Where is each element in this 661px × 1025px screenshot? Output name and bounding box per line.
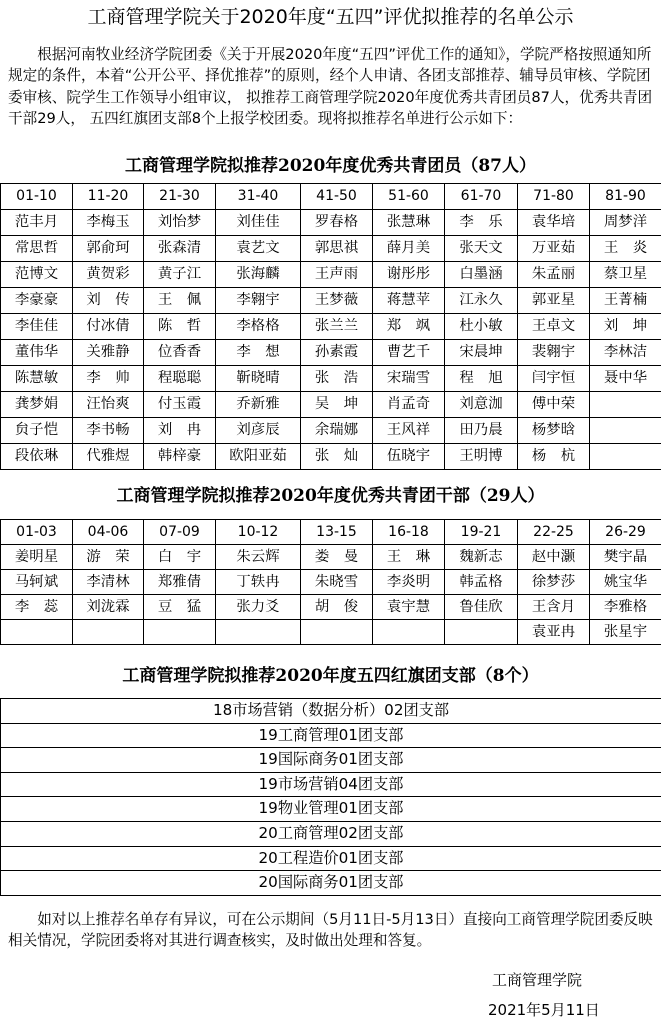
member-name-cell: 龚梦娟 <box>1 392 73 418</box>
member-row <box>1 366 661 392</box>
member-name-cell: 李梅玉 <box>73 210 144 236</box>
cadre-name-cell: 姜明星 <box>1 545 73 570</box>
cadres-heading: 工商管理学院拟推荐2020年度优秀共青团干部（29人） <box>116 486 545 506</box>
cadre-name-cell: 李雅格 <box>590 595 661 620</box>
cadre-name-cell <box>373 620 445 645</box>
page-title: 工商管理学院关于2020年度“五四”评优拟推荐的名单公示 <box>87 6 574 28</box>
member-name-cell: 张慧琳 <box>373 210 445 236</box>
member-name-cell: 李翱宇 <box>216 288 301 314</box>
cadre-column-header: 22-25 <box>518 520 590 545</box>
member-name-cell: 郑 飒 <box>373 314 445 340</box>
member-name-cell: 张天文 <box>445 236 518 262</box>
member-name-cell: 蒋慧苹 <box>373 288 445 314</box>
member-name-cell: 刘 冉 <box>144 418 216 444</box>
member-name-cell: 刘佳佳 <box>216 210 301 236</box>
cadre-name-cell: 袁亚冉 <box>518 620 590 645</box>
intro-paragraph: 根据河南牧业经济学院团委《关于开展2020年度“五四”评优工作的通知》，学院严格按照通知所规定的条件，本着“公开公平、择优推荐”的原则，经个人申请、各团支部推荐、辅导员审核、学院团委审核、院学生工作领导小组审议， 拟推荐工商管理学院2020年度优秀共青团员87人，优秀共青团干部29人， 五四红旗团支部8个上报学校团委。现将拟推荐名单进行公示如下： <box>8 46 653 128</box>
member-column-header: 71-80 <box>518 184 590 210</box>
cadre-name-cell: 袁宇慧 <box>373 595 445 620</box>
cadre-column-header: 07-09 <box>144 520 216 545</box>
cadre-row <box>1 570 661 595</box>
member-name-cell: 余瑞娜 <box>301 418 373 444</box>
branch-name-cell: 20工商管理02团支部 <box>1 821 661 846</box>
member-column-header: 31-40 <box>216 184 301 210</box>
cadre-name-cell: 朱晓雪 <box>301 570 373 595</box>
cadre-name-cell: 娄 曼 <box>301 545 373 570</box>
cadre-name-cell: 韩孟格 <box>445 570 518 595</box>
member-name-cell: 郭俞珂 <box>73 236 144 262</box>
member-name-cell: 范博文 <box>1 262 73 288</box>
member-name-cell: 李 想 <box>216 340 301 366</box>
cadres-table <box>0 519 661 645</box>
member-name-cell: 范丰月 <box>1 210 73 236</box>
branch-row <box>1 748 661 773</box>
cadre-name-cell: 赵中灏 <box>518 545 590 570</box>
member-name-cell: 张 灿 <box>301 444 373 470</box>
cadre-name-cell <box>301 620 373 645</box>
member-name-cell: 陈慧敏 <box>1 366 73 392</box>
cadre-name-cell: 丁轶冉 <box>216 570 301 595</box>
member-row <box>1 444 661 470</box>
member-row <box>1 262 661 288</box>
member-column-header: 41-50 <box>301 184 373 210</box>
cadre-name-cell: 鲁佳欣 <box>445 595 518 620</box>
branch-name-cell: 19工商管理01团支部 <box>1 723 661 748</box>
member-name-cell: 陈 哲 <box>144 314 216 340</box>
member-name-cell: 刘彦辰 <box>216 418 301 444</box>
branches-heading: 工商管理学院拟推荐2020年度五四红旗团支部（8个） <box>122 666 539 686</box>
member-name-cell: 李书畅 <box>73 418 144 444</box>
cadre-column-header: 16-18 <box>373 520 445 545</box>
cadre-row <box>1 545 661 570</box>
branch-row <box>1 723 661 748</box>
member-name-cell: 程 旭 <box>445 366 518 392</box>
cadre-name-cell: 朱云辉 <box>216 545 301 570</box>
member-name-cell: 李佳佳 <box>1 314 73 340</box>
cadre-name-cell: 马轲斌 <box>1 570 73 595</box>
member-name-cell: 王 佩 <box>144 288 216 314</box>
member-name-cell: 闫宇恒 <box>518 366 590 392</box>
member-name-cell: 张兰兰 <box>301 314 373 340</box>
branch-name-cell: 20国际商务01团支部 <box>1 871 661 896</box>
member-name-cell: 刘 传 <box>73 288 144 314</box>
member-name-cell: 裴翱宇 <box>518 340 590 366</box>
member-name-cell: 付冰倩 <box>73 314 144 340</box>
branch-row <box>1 871 661 896</box>
member-header-row <box>1 184 661 210</box>
cadre-column-header: 26-29 <box>590 520 661 545</box>
member-name-cell: 罗春格 <box>301 210 373 236</box>
member-row <box>1 392 661 418</box>
member-name-cell: 关雅静 <box>73 340 144 366</box>
members-heading: 工商管理学院拟推荐2020年度优秀共青团员（87人） <box>125 156 536 176</box>
member-name-cell: 王菁楠 <box>590 288 661 314</box>
member-name-cell: 李 乐 <box>445 210 518 236</box>
member-name-cell: 郭亚星 <box>518 288 590 314</box>
branch-row <box>1 797 661 822</box>
cadre-name-cell: 李清林 <box>73 570 144 595</box>
cadre-column-header: 19-21 <box>445 520 518 545</box>
date: 2021年5月11日 <box>488 1001 600 1019</box>
member-name-cell: 乔新雅 <box>216 392 301 418</box>
cadre-header-row <box>1 520 661 545</box>
cadre-name-cell: 郑雅倩 <box>144 570 216 595</box>
member-name-cell: 李豪豪 <box>1 288 73 314</box>
member-row <box>1 210 661 236</box>
member-name-cell: 宋晨坤 <box>445 340 518 366</box>
cadre-row <box>1 620 661 645</box>
branches-table <box>0 698 661 896</box>
member-name-cell: 李林洁 <box>590 340 661 366</box>
cadre-name-cell <box>144 620 216 645</box>
member-name-cell <box>590 418 661 444</box>
member-name-cell: 王风祥 <box>373 418 445 444</box>
member-name-cell: 欧阳亚茹 <box>216 444 301 470</box>
cadre-column-header: 01-03 <box>1 520 73 545</box>
cadre-column-header: 13-15 <box>301 520 373 545</box>
cadre-name-cell: 王含月 <box>518 595 590 620</box>
member-name-cell: 李 帅 <box>73 366 144 392</box>
member-name-cell: 袁艺文 <box>216 236 301 262</box>
member-name-cell: 蔡卫星 <box>590 262 661 288</box>
cadre-name-cell: 张星宇 <box>590 620 661 645</box>
branch-row <box>1 821 661 846</box>
member-name-cell: 黄子江 <box>144 262 216 288</box>
cadre-name-cell <box>216 620 301 645</box>
branch-name-cell: 20工程造价01团支部 <box>1 846 661 871</box>
member-column-header: 01-10 <box>1 184 73 210</box>
member-name-cell: 吴 坤 <box>301 392 373 418</box>
member-name-cell: 周梦洋 <box>590 210 661 236</box>
member-name-cell: 聂中华 <box>590 366 661 392</box>
member-row <box>1 236 661 262</box>
member-column-header: 51-60 <box>373 184 445 210</box>
cadre-column-header: 04-06 <box>73 520 144 545</box>
cadre-name-cell: 姚宝华 <box>590 570 661 595</box>
member-name-cell: 王声雨 <box>301 262 373 288</box>
cadre-name-cell: 徐梦莎 <box>518 570 590 595</box>
member-name-cell: 杜小敏 <box>445 314 518 340</box>
member-name-cell: 王明博 <box>445 444 518 470</box>
member-name-cell: 杨梦晗 <box>518 418 590 444</box>
member-column-header: 11-20 <box>73 184 144 210</box>
cadre-name-cell <box>445 620 518 645</box>
member-row <box>1 288 661 314</box>
member-name-cell: 韩梓豪 <box>144 444 216 470</box>
branch-row <box>1 699 661 724</box>
member-name-cell: 袁华培 <box>518 210 590 236</box>
cadre-name-cell: 胡 俊 <box>301 595 373 620</box>
member-name-cell: 万亚茹 <box>518 236 590 262</box>
member-name-cell: 靳晓晴 <box>216 366 301 392</box>
member-name-cell: 位香香 <box>144 340 216 366</box>
member-name-cell: 白墨涵 <box>445 262 518 288</box>
member-name-cell <box>590 392 661 418</box>
member-name-cell: 傅中荣 <box>518 392 590 418</box>
member-name-cell: 刘怡梦 <box>144 210 216 236</box>
member-row <box>1 314 661 340</box>
member-name-cell: 王梦薇 <box>301 288 373 314</box>
member-name-cell: 贠子恺 <box>1 418 73 444</box>
cadre-name-cell: 王 琳 <box>373 545 445 570</box>
member-name-cell: 刘 坤 <box>590 314 661 340</box>
cadre-row <box>1 595 661 620</box>
member-name-cell: 刘意泇 <box>445 392 518 418</box>
cadre-name-cell: 魏新志 <box>445 545 518 570</box>
member-name-cell: 江永久 <box>445 288 518 314</box>
member-name-cell: 董伟华 <box>1 340 73 366</box>
branch-name-cell: 19国际商务01团支部 <box>1 748 661 773</box>
member-name-cell: 杨 杭 <box>518 444 590 470</box>
branch-row <box>1 846 661 871</box>
cadre-name-cell <box>73 620 144 645</box>
member-row <box>1 340 661 366</box>
cadre-name-cell: 张力爻 <box>216 595 301 620</box>
member-name-cell: 汪怡爽 <box>73 392 144 418</box>
members-table <box>0 183 661 470</box>
member-name-cell: 朱孟丽 <box>518 262 590 288</box>
member-name-cell: 田乃晨 <box>445 418 518 444</box>
member-row <box>1 418 661 444</box>
member-name-cell: 张海麟 <box>216 262 301 288</box>
cadre-name-cell: 刘泷霖 <box>73 595 144 620</box>
member-name-cell: 段依琳 <box>1 444 73 470</box>
member-column-header: 21-30 <box>144 184 216 210</box>
member-name-cell: 张 浩 <box>301 366 373 392</box>
cadre-name-cell: 李炎明 <box>373 570 445 595</box>
member-name-cell: 黄贺彩 <box>73 262 144 288</box>
cadre-name-cell: 游 荣 <box>73 545 144 570</box>
member-name-cell: 郭思祺 <box>301 236 373 262</box>
member-name-cell: 薛月美 <box>373 236 445 262</box>
cadre-name-cell: 李 蕊 <box>1 595 73 620</box>
member-name-cell: 李格格 <box>216 314 301 340</box>
closing-paragraph: 如对以上推荐名单存有异议，可在公示期间（5月11日-5月13日）直接向工商管理学院团委反映相关情况，学院团委将对其进行调查核实，及时做出处理和答复。 <box>8 911 653 950</box>
cadre-name-cell: 豆 猛 <box>144 595 216 620</box>
member-name-cell: 宋瑞雪 <box>373 366 445 392</box>
member-name-cell: 孙素霞 <box>301 340 373 366</box>
member-name-cell: 曹艺千 <box>373 340 445 366</box>
branch-name-cell: 18市场营销（数据分析）02团支部 <box>1 699 661 724</box>
member-name-cell: 伍晓宇 <box>373 444 445 470</box>
branch-row <box>1 772 661 797</box>
member-name-cell: 程聪聪 <box>144 366 216 392</box>
member-name-cell: 王卓文 <box>518 314 590 340</box>
member-name-cell <box>590 444 661 470</box>
signer: 工商管理学院 <box>492 971 583 989</box>
cadre-name-cell <box>1 620 73 645</box>
member-column-header: 81-90 <box>590 184 661 210</box>
cadre-name-cell: 樊宇晶 <box>590 545 661 570</box>
cadre-column-header: 10-12 <box>216 520 301 545</box>
member-name-cell: 王 炎 <box>590 236 661 262</box>
cadre-name-cell: 白 宇 <box>144 545 216 570</box>
branch-name-cell: 19市场营销04团支部 <box>1 772 661 797</box>
member-name-cell: 常思哲 <box>1 236 73 262</box>
member-name-cell: 代雅煜 <box>73 444 144 470</box>
member-name-cell: 谢彤彤 <box>373 262 445 288</box>
member-name-cell: 肖孟奇 <box>373 392 445 418</box>
member-name-cell: 付玉霞 <box>144 392 216 418</box>
member-column-header: 61-70 <box>445 184 518 210</box>
branch-name-cell: 19物业管理01团支部 <box>1 797 661 822</box>
member-name-cell: 张森清 <box>144 236 216 262</box>
